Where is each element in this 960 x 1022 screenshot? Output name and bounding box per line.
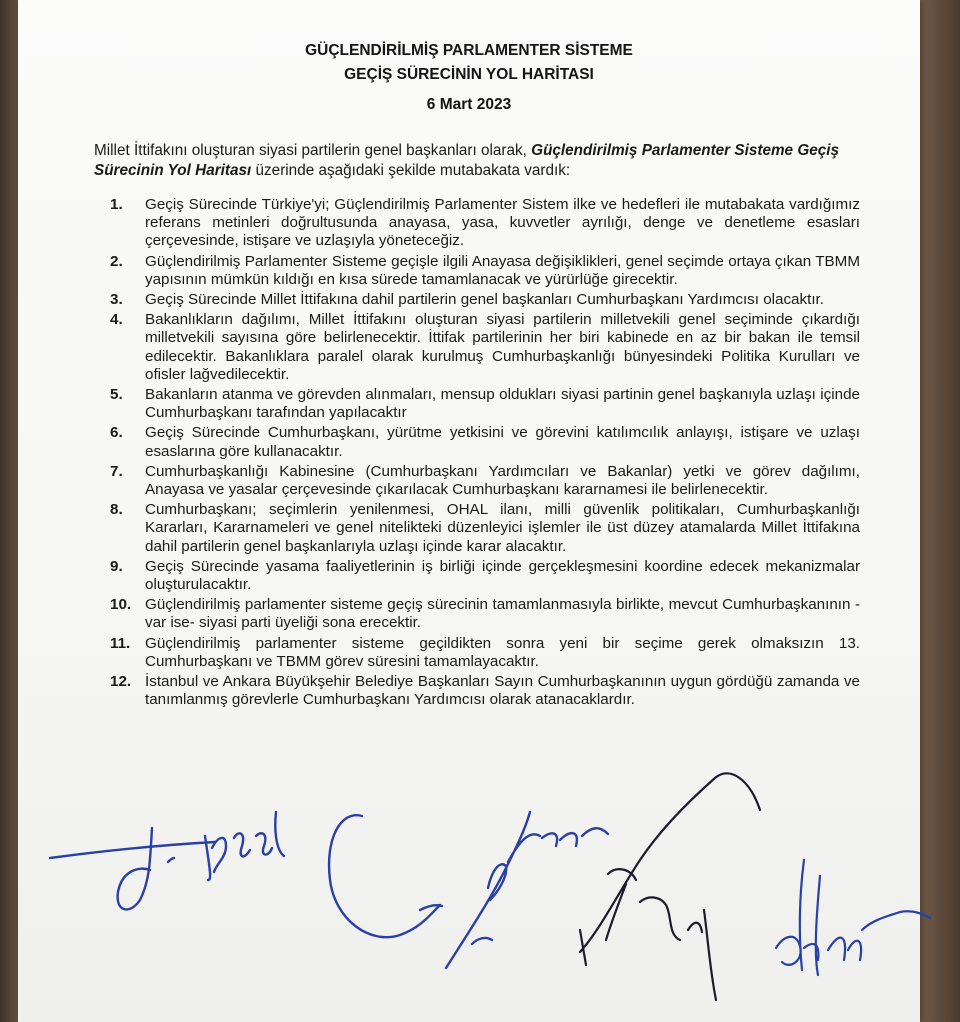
item-text: Bakanların atanma ve görevden alınmaları, mensup oldukları siyasi partinin genel başkanıyla uzlaşı içinde Cumhurbaşkanı tarafından yapılacaktır <box>145 386 860 422</box>
item-text: Güçlendirilmiş parlamenter sisteme geçiş sürecinin tamamlanmasıyla birlikte, mevcut Cumhurbaşkanının -var ise- siyasi parti üyeliği sona erecektir. <box>145 596 860 632</box>
item-text: Bakanlıkların dağılımı, Millet İttifakını oluşturan siyasi partilerin milletvekili genel seçiminde çıkardığı milletvekili sayısına göre belirlenecektir. İttifak partilerinin her biri kabinede en az bir bakan ile temsil edilecektir. Bakanlıklara paralel olarak kurulmuş Cumhurbaşkanlığı bünyesindeki Politika Kurulları ve ofisler lağvedilecektir. <box>145 311 860 383</box>
item-text: Cumhurbaşkanı; seçimlerin yenilenmesi, OHAL ilanı, milli güvenlik politikaları, Cumhurbaşkanlığı Kararları, Kararnameleri ve genel nitelikteki düzenleyici işlemler ile üst düzey atamalarda Millet İttifakına dahil partilerin genel başkanlarıyla uzlaşı içinde karar alacaktır. <box>145 501 860 555</box>
document-date: 6 Mart 2023 <box>426 96 512 113</box>
list-item <box>110 253 860 289</box>
item-text: Geçiş Sürecinde Cumhurbaşkanı, yürütme yetkisini ve görevini katılımcılık anlayışı, istişare ve uzlaşı esaslarına göre kullanacaktır. <box>145 424 860 460</box>
list-item <box>110 291 860 309</box>
item-number: 10. <box>110 596 132 614</box>
document-title-line2: GEÇİŞ SÜRECİNİN YOL HARİTASI <box>344 66 594 83</box>
item-text: Güçlendirilmiş parlamenter sisteme geçildikten sonra yeni bir seçime gerek olmaksızın 13. Cumhurbaşkanı ve TBMM görev süresini tamamlayacaktır. <box>145 634 860 670</box>
list-item <box>110 311 860 384</box>
item-text: Cumhurbaşkanlığı Kabinesine (Cumhurbaşkanı Yardımcıları ve Bakanlar) yetki ve görev dağılımı, Anayasa ve yasalar çerçevesinde çıkarılacak Cumhurbaşkanı kararnamesi ile belirlenecektir. <box>145 462 860 499</box>
list-item <box>110 501 860 556</box>
item-number: 1. <box>110 196 123 213</box>
item-text: Geçiş Sürecinde yasama faaliyetlerinin iş birliği içinde gerçekleşmesini koordine edecek mekanizmalar oluşturulacaktır. <box>145 557 860 594</box>
item-number: 8. <box>110 501 123 519</box>
item-number: 2. <box>110 252 123 270</box>
intro-before: Millet İttifakını oluşturan siyasi partilerin genel başkanları olarak, <box>94 142 532 159</box>
item-number: 6. <box>110 424 123 442</box>
item-list <box>110 196 860 711</box>
intro-emphasis: Güçlendirilmiş Parlamenter Sisteme Geçiş Sürecinin Yol Haritası <box>94 142 840 179</box>
item-number: 9. <box>110 557 123 575</box>
list-item <box>110 386 860 422</box>
list-item <box>110 673 860 709</box>
list-item <box>110 635 860 671</box>
item-number: 11. <box>110 634 131 652</box>
intro-paragraph <box>94 141 839 181</box>
intro-after: üzerinde aşağıdaki şekilde mutabakata vardık: <box>251 162 571 179</box>
item-number: 4. <box>110 311 123 329</box>
item-text: Güçlendirilmiş Parlamenter Sisteme geçişle ilgili Anayasa değişiklikleri, genel seçimde ortaya çıkan TBMM yapısının mümkün kıldığı en kısa sürede tamamlanacak ve yürürlüğe girecektir. <box>145 252 860 288</box>
list-item <box>110 558 860 594</box>
document-page <box>18 0 920 1022</box>
item-text: Geçiş Sürecinde Millet İttifakına dahil partilerin genel başkanları Cumhurbaşkanı Yardımcısı olacaktır. <box>145 291 824 309</box>
item-number: 12. <box>110 673 132 691</box>
list-item <box>110 596 860 632</box>
item-text: Geçiş Sürecinde Türkiye'yi; Güçlendirilmiş Parlamenter Sistem ilke ve hedefleri ile mutabakata vardığımız referans metinleri doğrultusunda anayasa, yasa, kuvvetler ayrılığı, denge ve denetleme esasları çerçevesinde, istişare ve uzlaşıyla yöneteceğiz. <box>145 196 860 250</box>
list-item <box>110 424 860 460</box>
document-title-line1: GÜÇLENDİRİLMİŞ PARLAMENTER SİSTEME <box>305 42 633 59</box>
list-item <box>110 196 860 251</box>
list-item <box>110 463 860 499</box>
item-text: İstanbul ve Ankara Büyükşehir Belediye Başkanları Sayın Cumhurbaşkanının uygun gördüğü zamanda ve tanımlanmış görevlerle Cumhurbaşkanı Yardımcısı olarak atanacaklardır. <box>145 673 860 709</box>
item-number: 5. <box>110 386 123 404</box>
item-number: 3. <box>110 291 123 309</box>
item-number: 7. <box>110 462 123 480</box>
